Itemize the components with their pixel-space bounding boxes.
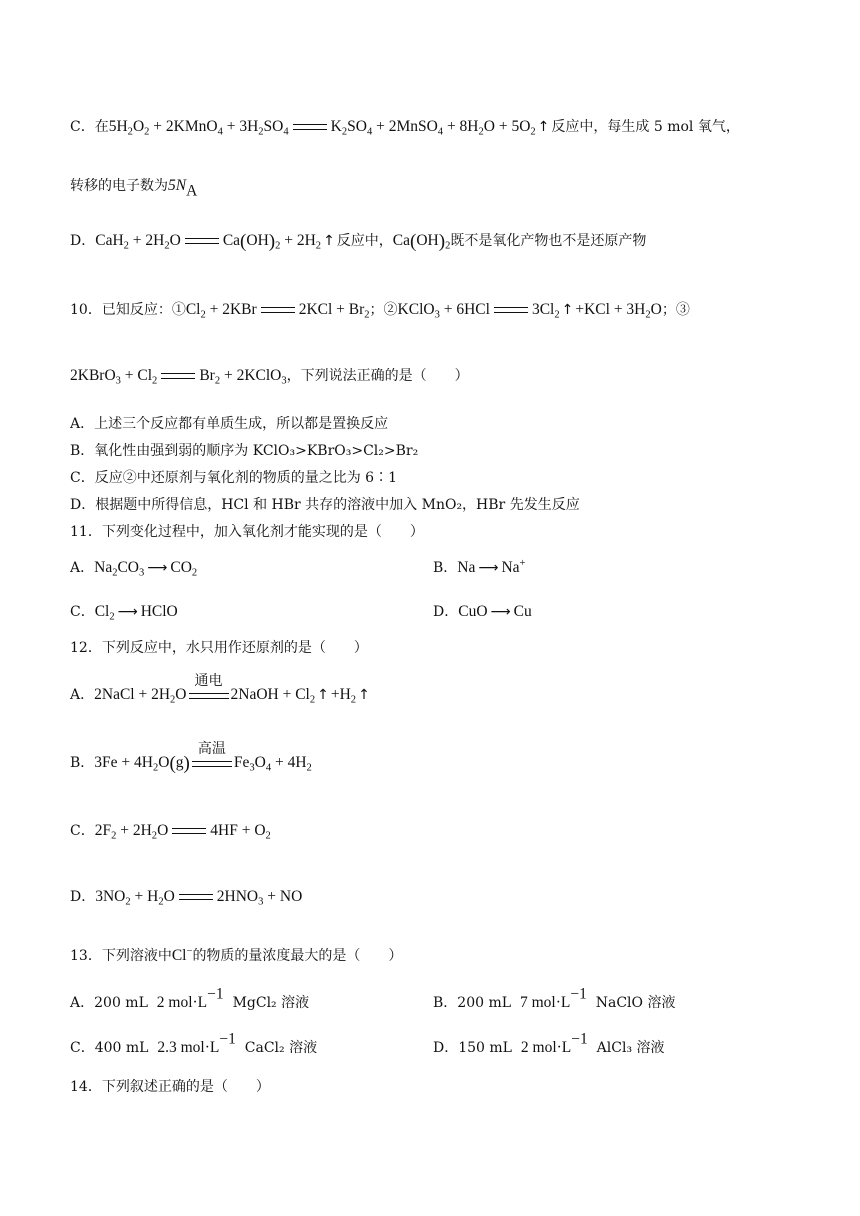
condition-electrolysis: 通电 xyxy=(189,684,229,706)
q14-stem: 14．下列叙述正确的是（ ） xyxy=(70,1079,270,1095)
q10-option-c: C．反应②中还原剂与氧化剂的物质的量之比为 6∶1 xyxy=(70,470,397,486)
q10-reaction-3: 2KBrO$_3$ + $Cl_2$ $Br_2$ + 2KClO$_3$ xyxy=(70,367,287,387)
q11-stem: 11．下列变化过程中，加入氧化剂才能实现的是（ ） xyxy=(70,524,424,540)
q10-option-d: D．根据题中所得信息，HCl 和 HBr 共存的溶液中加入 MnO₂，HBr 先发生反应 xyxy=(70,497,580,513)
q9d-equation: $CaH_2 + 2H_2O$ $Ca(OH)_2 + 2H_2$ ↑ xyxy=(95,231,335,252)
q13-option-d: D．150 mL 2 $mol\cdot L^{-1}$ AlCl₃ 溶液 xyxy=(433,1030,665,1056)
chloride-ion: Cl− xyxy=(171,946,193,964)
q9c-equation: $5H_2O_2$ + 2KMnO$_4$ + $3H_2SO_4$ $K_2SO_4$ + 2MnSO$_4$ + $8H_2O + 5O_2$ ↑ xyxy=(108,118,550,138)
q13-option-c: C．400 mL 2.3 $mol\cdot L^{-1}$ CaCl₂ 溶液 xyxy=(70,1030,318,1056)
q9-option-c: C．在$5H_2O_2$ + 2KMnO$_4$ + $3H_2SO_4$ $K_2SO_4$ + 2MnSO$_4$ + $8H_2O + 5O_2$ ↑ 反应中，每生成 5 mol 氧气， xyxy=(70,118,740,138)
q11-option-d: D．CuO ⟶ Cu xyxy=(433,603,532,620)
q11-option-a: A．$Na_2CO_3$ ⟶ $CO_2$ xyxy=(70,559,198,579)
q10-reaction-1: $Cl_2 + 2KBr$ $2KCl + Br_2$ xyxy=(185,301,370,321)
q12-option-b: B．$3Fe + 4H_2O(g)$ 高温 $Fe_3O_4 + 4H_2$ xyxy=(70,741,312,774)
q9-option-c-line2: 转移的电子数为$5N_A$ xyxy=(70,177,198,200)
q12-option-d: D．$3NO_2 + H_2O$ $2HNO_3$ + NO xyxy=(70,888,303,908)
q13-option-b: B．200 mL 7 $mol\cdot L^{-1}$ NaClO 溶液 xyxy=(433,985,676,1011)
q9-option-d: D．$CaH_2 + 2H_2O$ $Ca(OH)_2 + 2H_2$ ↑ 反应中，$Ca(OH)_2$既不是氧化产物也不是还原产物 xyxy=(70,231,647,252)
q12-option-a: A．2NaCl + $2H_2O$ 通电 2NaOH + $Cl_2$ ↑ $+H_2$ ↑ xyxy=(70,673,370,706)
q12-option-c: C．$2F_2 + 2H_2O$ $4HF + O_2$ xyxy=(70,822,271,842)
q13-option-a: A．200 mL 2 $mol\cdot L^{-1}$ MgCl₂ 溶液 xyxy=(70,985,310,1011)
q12-stem: 12．下列反应中，水只用作还原剂的是（ ） xyxy=(70,640,368,656)
q10-option-a: A．上述三个反应都有单质生成，所以都是置换反应 xyxy=(70,416,389,432)
q10-stem-line2: 2KBrO$_3$ + $Cl_2$ $Br_2$ + 2KClO$_3$，下列说法正确的是（ ） xyxy=(70,367,469,387)
condition-high-temp: 高温 xyxy=(192,752,232,774)
q11-option-c: C．$Cl_2$ ⟶ HClO xyxy=(70,603,178,623)
q13-stem: 13．下列溶液中Cl−的物质的量浓度最大的是（ ） xyxy=(70,946,403,964)
q10-stem: 10．已知反应：$①Cl_2 + 2KBr$ $2KCl + Br_2$；②KClO$_3$ + 6HCl $3Cl_2$ ↑ $+KCl + 3H_2O$；③ xyxy=(70,301,690,321)
q11-option-b: B．Na ⟶ Na+ xyxy=(433,558,526,576)
q9d-species: $Ca(OH)_2$ xyxy=(392,231,451,252)
q10-option-b: B．氧化性由强到弱的顺序为 KClO₃>KBrO₃>Cl₂>Br₂ xyxy=(70,443,419,459)
q10-reaction-2: KClO$_3$ + 6HCl $3Cl_2$ ↑ $+KCl + 3H_2O$ xyxy=(397,301,662,321)
